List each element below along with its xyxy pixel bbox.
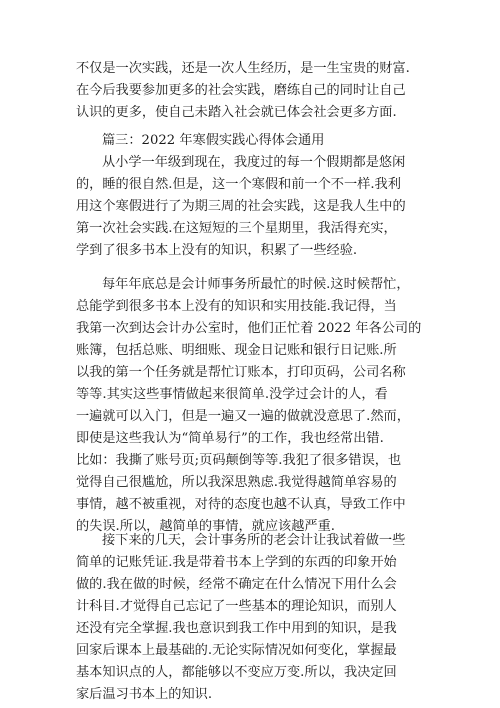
text-line: 做的.我在做的时候，经常不确定在什么情况下用什么会 (76, 577, 397, 592)
text-line: 不仅是一次实践，还是一次人生经历，是一生宝贵的财富. (76, 61, 410, 76)
text-line: 还没有完全掌握.我也意识到我工作中用到的知识，是我 (76, 621, 397, 636)
text-line: 一遍就可以入门，但是一遍又一遍的做就没意思了.然而， (76, 409, 410, 424)
text-line: 简单的记账凭证.我是带着书本上学到的东西的印象开始 (76, 555, 397, 570)
paragraph-1 (76, 58, 426, 124)
text-line: 比如：我撕了账号页;页码颠倒等等.我犯了很多错误，也 (76, 453, 402, 468)
text-line: 事情，越不被重视，对待的态度也越不认真，导致工作中 (76, 497, 406, 512)
text-line: 在今后我要参加更多的社会实践，磨练自己的同时让自己 (76, 83, 406, 98)
text-line: 账簿，包括总账、明细账、现金日记账和银行日记账.所 (76, 343, 397, 358)
text-line: 即使是这些我认为“简单易行”的工作，我也经常出错. (76, 431, 384, 446)
text-line: 从小学一年级到现在，我度过的每一个假期都是悠闲 (102, 155, 406, 170)
text-line: 每年年底总是会计师事务所最忙的时候.这时候帮忙， (102, 277, 410, 292)
text-line: 基本知识点的人，都能够以不变应万变.所以，我决定回 (76, 665, 397, 680)
text-line: 等等.其实这些事情做起来很简单.没学过会计的人，看 (76, 387, 388, 402)
paragraph-4 (76, 530, 426, 706)
text-line: 以我的第一个任务就是帮忙订账本，打印页码，公司名称 (76, 365, 406, 380)
text-line: 用这个寒假进行了为期三周的社会实践，这是我人生中的 (76, 199, 406, 214)
paragraph-3 (76, 274, 426, 538)
text-line: 的失误.所以，越简单的事情，就应该越严重. (76, 519, 335, 534)
text-line: 觉得自己很尴尬，所以我深思熟虑.我觉得越简单容易的 (76, 475, 397, 490)
text-line: 的，睡的很自然.但是，这一个寒假和前一个不一样.我利 (76, 177, 401, 192)
text-line: 学到了很多书本上没有的知识，积累了一些经验. (76, 243, 358, 258)
section-heading (76, 130, 426, 152)
text-line: 回家后课本上最基础的.无论实际情况如何变化，掌握最 (76, 643, 397, 658)
text-line: 我第一次到达会计办公室时，他们正忙着 2022 年各公司的 (76, 321, 422, 336)
text-line: 第一次社会实践.在这短短的三个星期里，我活得充实， (76, 221, 397, 236)
text-line: 接下来的几天，会计事务所的老会计让我试着做一些 (102, 533, 406, 548)
text-line: 家后温习书本上的知识. (76, 687, 213, 702)
text-line: 计科目.才觉得自己忘记了一些基本的理论知识，而别人 (76, 599, 397, 614)
paragraph-2 (76, 152, 426, 262)
text-line: 认识的更多，使自己未踏入社会就已体会社会更多方面. (76, 105, 397, 120)
text-line: 总能学到很多书本上没有的知识和实用技能.我记得，当 (76, 299, 397, 314)
heading-text: 篇三：2022 年寒假实践心得体会通用 (102, 133, 325, 148)
